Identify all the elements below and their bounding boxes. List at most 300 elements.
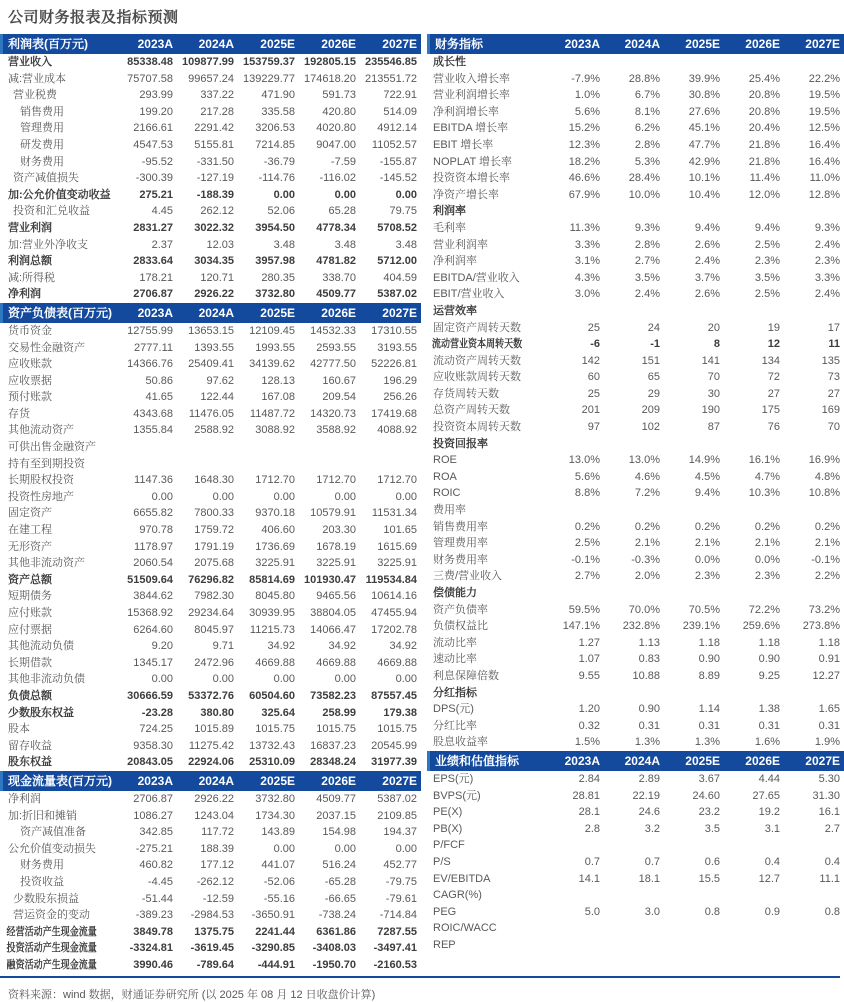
cell: 1.65: [818, 703, 840, 716]
cell: 2.3%: [754, 570, 780, 583]
cell: 85338.48: [127, 56, 173, 68]
table-row: [0, 655, 421, 672]
column-header: 2027E: [382, 37, 417, 51]
cell: [360, 456, 421, 473]
table-row: [427, 618, 844, 635]
cell: 15368.92: [127, 607, 173, 619]
cell: 4.44: [758, 772, 780, 785]
table-row: [0, 754, 421, 771]
cell: 0.7: [644, 855, 660, 868]
row-label: 营运资金的变动: [13, 909, 90, 922]
row-label: 资产负债率: [433, 603, 488, 616]
cell: [724, 685, 784, 702]
cell: 2.3%: [754, 255, 780, 268]
cell: [116, 456, 177, 473]
row-label: 货币资金: [8, 324, 52, 337]
cell: -3290.85: [251, 942, 295, 955]
cell: 2831.27: [133, 221, 173, 234]
cell: 3.0: [644, 905, 660, 918]
cell: 28.8%: [628, 72, 660, 85]
row-label: 营业利润: [8, 221, 52, 234]
cell: 47.7%: [688, 138, 720, 151]
table-row: [0, 154, 421, 171]
row-label: 应收票据: [8, 374, 52, 387]
cell: 0.00: [334, 188, 356, 201]
cell: -79.75: [385, 875, 417, 888]
cell: [238, 456, 299, 473]
row-label: 长期股权投资: [8, 474, 74, 487]
cell: 16.1%: [748, 454, 780, 467]
table-row: [0, 253, 421, 270]
cell: 51509.64: [127, 573, 173, 586]
cell: 0.9: [764, 905, 780, 918]
cell: 169: [821, 404, 840, 417]
cell: 2593.55: [316, 341, 356, 354]
cell: 10.88: [632, 669, 660, 682]
table-row: [427, 237, 844, 254]
cell: 65: [647, 371, 660, 384]
cell: 9358.30: [133, 739, 173, 752]
table-row: [427, 154, 844, 171]
cell: 2588.92: [194, 424, 234, 437]
cell: 1.3%: [694, 736, 720, 749]
table-row: [0, 671, 421, 688]
cell: 22.19: [632, 789, 660, 802]
cell: 2.89: [638, 772, 660, 785]
row-label: 无形资产: [8, 540, 52, 553]
column-header: 2026E: [745, 37, 780, 51]
cell: 28348.24: [310, 756, 356, 769]
cell: 3193.55: [377, 341, 417, 354]
cell: 72.2%: [748, 603, 780, 616]
cell: 122.44: [200, 391, 234, 404]
row-label: 净利润: [8, 792, 41, 805]
cell: 9.3%: [814, 221, 840, 234]
table-row: [427, 821, 844, 838]
cell: 3957.98: [255, 255, 295, 268]
table-row: [427, 320, 844, 337]
cell: [664, 303, 724, 320]
cell: 50.86: [145, 374, 173, 387]
cell: 5712.00: [377, 255, 417, 268]
cell: 3034.35: [194, 255, 234, 268]
row-label: ROIC: [433, 487, 461, 500]
cell: 4.5%: [694, 470, 720, 483]
row-label: 经营活动产生现金流量: [6, 925, 97, 938]
row-label: 利润率: [433, 205, 466, 218]
cell: 142: [581, 354, 600, 367]
cell: 22924.06: [188, 756, 234, 769]
cell: 5708.52: [377, 221, 417, 234]
cell: 9370.18: [255, 507, 295, 520]
cell: 2.7: [824, 822, 840, 835]
row-label: 流动资产周转天数: [433, 354, 521, 367]
cell: 217.28: [200, 105, 234, 118]
table-row: [0, 203, 421, 220]
row-label: PE(X): [433, 806, 463, 819]
cell: [784, 585, 844, 602]
cell: 179.38: [383, 706, 417, 719]
row-label: 少数股东损益: [13, 892, 79, 905]
cell: 101930.47: [304, 573, 356, 586]
table-header-row: [427, 751, 844, 771]
cell: [664, 203, 724, 220]
cell: 23.2: [698, 806, 720, 819]
cell: 13.0%: [628, 454, 660, 467]
row-label: 净利润率: [433, 255, 477, 268]
column-header: 2025E: [260, 37, 295, 51]
cell: 0.2%: [754, 520, 780, 533]
cell: 0.8: [704, 905, 720, 918]
row-label: ROE: [433, 454, 457, 467]
cell: 404.59: [383, 271, 417, 284]
table-row: [0, 472, 421, 489]
cell: 2.7%: [574, 570, 600, 583]
cell: 1015.75: [255, 723, 295, 736]
cell: [664, 436, 724, 453]
cell: 34.92: [328, 640, 356, 653]
cell: -0.1%: [811, 553, 840, 566]
table-row: [0, 957, 421, 974]
cell: 2.5%: [574, 537, 600, 550]
cell: [724, 54, 784, 71]
cell: [664, 837, 724, 854]
cell: 52226.81: [371, 358, 417, 371]
table-row: [0, 220, 421, 237]
cell: 2706.87: [133, 288, 173, 301]
cell: 12.7: [758, 872, 780, 885]
cell: 141: [701, 354, 720, 367]
column-header: 2027E: [382, 773, 417, 788]
cell: 2926.22: [194, 792, 234, 805]
cell: 3.5: [704, 822, 720, 835]
cell: 19.2: [758, 806, 780, 819]
column-header: 2024A: [198, 773, 234, 788]
cell: 1.07: [578, 653, 600, 666]
column-header: 2024A: [198, 37, 234, 51]
table-row: [427, 402, 844, 419]
cell: 28.1: [578, 806, 600, 819]
cell: -300.39: [135, 172, 173, 185]
cell: 2777.11: [134, 341, 173, 354]
table-row: [0, 841, 421, 858]
row-label: 股息收益率: [433, 736, 488, 749]
cell: 18.2%: [568, 155, 600, 168]
cell: 12.3%: [568, 138, 600, 151]
cell: 3.2: [644, 822, 660, 835]
cell: 0.4: [824, 855, 840, 868]
cell: 0.31: [758, 719, 780, 732]
cell: 34.92: [267, 640, 295, 653]
cell: [664, 937, 724, 954]
table-row: [427, 485, 844, 502]
row-label: CAGR(%): [433, 889, 482, 902]
cell: 10.8%: [808, 487, 840, 500]
cell: 2.4%: [814, 288, 840, 301]
cell: -389.23: [135, 909, 173, 922]
cell: 5.6%: [574, 105, 600, 118]
cell: 2291.42: [194, 122, 234, 135]
cell: 0.00: [273, 490, 295, 503]
cell: 3.67: [698, 772, 720, 785]
row-label: BVPS(元): [433, 789, 481, 802]
cell: 76: [767, 421, 780, 434]
table-row: [0, 605, 421, 622]
cell: 2.8%: [634, 238, 660, 251]
cell: 31.30: [812, 789, 840, 802]
cell: 30.8%: [688, 89, 720, 102]
row-label: EBITDA 增长率: [433, 122, 509, 135]
column-header: 2027E: [382, 305, 417, 320]
cell: 1615.69: [377, 540, 417, 553]
cell: 2706.87: [133, 792, 173, 805]
cell: 1147.36: [134, 474, 173, 487]
cell: 722.91: [383, 89, 417, 102]
cell: 3588.92: [316, 424, 356, 437]
cell: 1.14: [698, 703, 720, 716]
table-row: [427, 336, 844, 353]
cell: 11.1: [819, 872, 840, 885]
cell: 460.82: [139, 859, 173, 872]
cell: 2.6%: [694, 288, 720, 301]
table-row: [0, 323, 421, 340]
cell: 0.2%: [814, 520, 840, 533]
cell: 6.7%: [634, 89, 660, 102]
cell: 1015.75: [377, 723, 417, 736]
cell: 2241.44: [255, 925, 295, 938]
table-header-row: [0, 303, 421, 323]
row-label: 资产总额: [8, 573, 52, 586]
left-column: [0, 34, 421, 973]
cell: 21.8%: [748, 155, 780, 168]
cell: 5.3%: [634, 155, 660, 168]
row-label: 速动比率: [433, 653, 477, 666]
cell: 0.31: [818, 719, 840, 732]
cell: -145.52: [379, 172, 417, 185]
cell: 192805.15: [304, 56, 356, 68]
cell: -51.44: [141, 892, 173, 905]
cell: [299, 439, 360, 456]
cell: 134: [761, 354, 780, 367]
cell: 0.2%: [634, 520, 660, 533]
row-label: 财务费用率: [433, 553, 488, 566]
cell: 73: [827, 371, 840, 384]
row-label: EPS(元): [433, 772, 474, 785]
cell: 2.1%: [694, 537, 720, 550]
cell: [784, 436, 844, 453]
table-row: [427, 369, 844, 386]
column-header: 2023A: [137, 773, 173, 788]
cell: 3.48: [395, 238, 417, 251]
row-label: EBIT 增长率: [433, 138, 494, 151]
cell: 1.20: [578, 703, 600, 716]
cell: -3408.03: [312, 942, 356, 955]
cell: 2.4%: [694, 255, 720, 268]
cell: 30666.59: [127, 689, 173, 702]
cell: [544, 920, 604, 937]
cell: 406.60: [261, 524, 295, 537]
cell: 1759.72: [194, 524, 234, 537]
column-header: 2026E: [321, 37, 356, 51]
cell: 2472.96: [194, 656, 234, 669]
cell: 120.71: [200, 271, 234, 284]
row-label: 毛利率: [433, 221, 466, 234]
cell: 25: [587, 387, 600, 400]
cell: 17: [827, 321, 840, 334]
table-row: [0, 907, 421, 924]
cell: 13732.43: [249, 739, 295, 752]
cell: 147.1%: [562, 620, 600, 633]
table-row: [427, 685, 844, 702]
cell: 12.27: [812, 669, 840, 682]
table-header-row: [427, 34, 844, 54]
cell: 591.73: [322, 89, 356, 102]
cell: 1712.70: [255, 474, 295, 487]
table-row: [427, 937, 844, 954]
row-label: 营业利润率: [433, 238, 488, 251]
cell: -1950.70: [312, 958, 356, 971]
cell: -3619.45: [190, 942, 234, 955]
cell: 0.7: [584, 855, 600, 868]
cell: 175: [761, 404, 780, 417]
cell: 1.18: [758, 636, 780, 649]
cell: -116.02: [319, 172, 356, 185]
cell: 2.5%: [754, 238, 780, 251]
table-row: [427, 203, 844, 220]
cell: 13653.15: [188, 324, 234, 337]
table-row: [427, 854, 844, 871]
row-label: 流动营业资本周转天数: [431, 338, 523, 351]
table-row: [0, 389, 421, 406]
cell: [604, 937, 664, 954]
cell: 5155.81: [194, 138, 234, 151]
cell: 160.67: [322, 374, 356, 387]
cell: 87: [707, 421, 720, 434]
column-header: 2023A: [564, 753, 600, 768]
cell: 259.6%: [742, 620, 780, 633]
cell: [784, 837, 844, 854]
cell: 53372.76: [188, 689, 234, 702]
cell: 4343.68: [133, 407, 173, 420]
cell: [299, 456, 360, 473]
cell: 3732.80: [255, 288, 295, 301]
row-label: ROA: [433, 470, 457, 483]
cell: 0.0%: [694, 553, 720, 566]
cell: -275.21: [135, 842, 173, 855]
cell: 2.3%: [694, 570, 720, 583]
row-label: P/FCF: [433, 839, 465, 852]
table-row: [0, 170, 421, 187]
cell: 3954.50: [255, 221, 295, 234]
row-label: 偿债能力: [433, 587, 477, 599]
cell: 420.80: [322, 105, 356, 118]
cell: 0.00: [334, 842, 356, 855]
row-label: EBIT/营业收入: [433, 288, 505, 301]
cell: 87557.45: [371, 689, 417, 702]
cell: 3.1: [764, 822, 780, 835]
cell: 293.99: [139, 89, 173, 102]
cell: 4.6%: [634, 470, 660, 483]
cell: [724, 887, 784, 904]
cell: [604, 203, 664, 220]
cell: 177.12: [200, 859, 234, 872]
cell: 42.9%: [688, 155, 720, 168]
table-row: [427, 353, 844, 370]
cell: 1393.55: [194, 341, 234, 354]
row-label: NOPLAT 增长率: [433, 155, 513, 168]
cell: 1178.97: [134, 540, 173, 553]
table-row: [0, 857, 421, 874]
table-row: [427, 71, 844, 88]
cell: 4509.77: [316, 288, 356, 301]
cell: 13.0%: [568, 454, 600, 467]
cell: 128.13: [261, 374, 295, 387]
table-row: [0, 270, 421, 287]
cell: 10.0%: [628, 188, 660, 201]
table-row: [427, 718, 844, 735]
cell: 2.7%: [634, 255, 660, 268]
cell: 4669.88: [316, 656, 356, 669]
row-label: DPS(元): [433, 703, 474, 716]
cell: 174618.20: [304, 72, 356, 85]
row-label: 净资产增长率: [433, 188, 499, 201]
table-header-title: 资产负债表(百万元): [8, 305, 112, 320]
row-label: 营业税费: [13, 89, 57, 102]
cell: 256.26: [383, 391, 417, 404]
cell: 0.00: [395, 673, 417, 686]
row-label: 营业收入: [8, 56, 52, 68]
cell: [664, 502, 724, 519]
cell: 4.7%: [754, 470, 780, 483]
cell: 0.8: [824, 905, 840, 918]
row-label: 其他非流动资产: [8, 557, 85, 570]
cell: 19.5%: [808, 105, 840, 118]
cell: [544, 54, 604, 71]
cell: 9047.00: [316, 138, 356, 151]
cell: [116, 439, 177, 456]
cell: 12.0%: [748, 188, 780, 201]
cell: [664, 54, 724, 71]
table-header-title: 财务指标: [435, 37, 484, 51]
cell: 213551.72: [365, 72, 417, 85]
table-row: [427, 837, 844, 854]
cell: 20.8%: [748, 105, 780, 118]
cell: 52.06: [267, 205, 295, 218]
cell: 12: [767, 338, 780, 351]
cell: 9.55: [578, 669, 600, 682]
cell: 1.6%: [754, 736, 780, 749]
cell: 273.8%: [802, 620, 840, 633]
row-label: 长期借款: [8, 656, 52, 669]
cell: [604, 54, 664, 71]
cell: 9.20: [151, 640, 173, 653]
row-label: EV/EBITDA: [433, 872, 491, 885]
cell: [604, 685, 664, 702]
table-row: [0, 456, 421, 473]
table-row: [427, 771, 844, 788]
cell: 10579.91: [310, 507, 356, 520]
cell: 85814.69: [249, 573, 295, 586]
table-row: [427, 469, 844, 486]
cell: 2.8: [584, 822, 600, 835]
column-header: 2024A: [624, 37, 660, 51]
table-row: [0, 539, 421, 556]
cell: -444.91: [257, 958, 295, 971]
cell: 6.2%: [634, 122, 660, 135]
cell: 7.2%: [634, 487, 660, 500]
cell: 514.09: [383, 105, 417, 118]
cell: 1678.19: [316, 540, 356, 553]
